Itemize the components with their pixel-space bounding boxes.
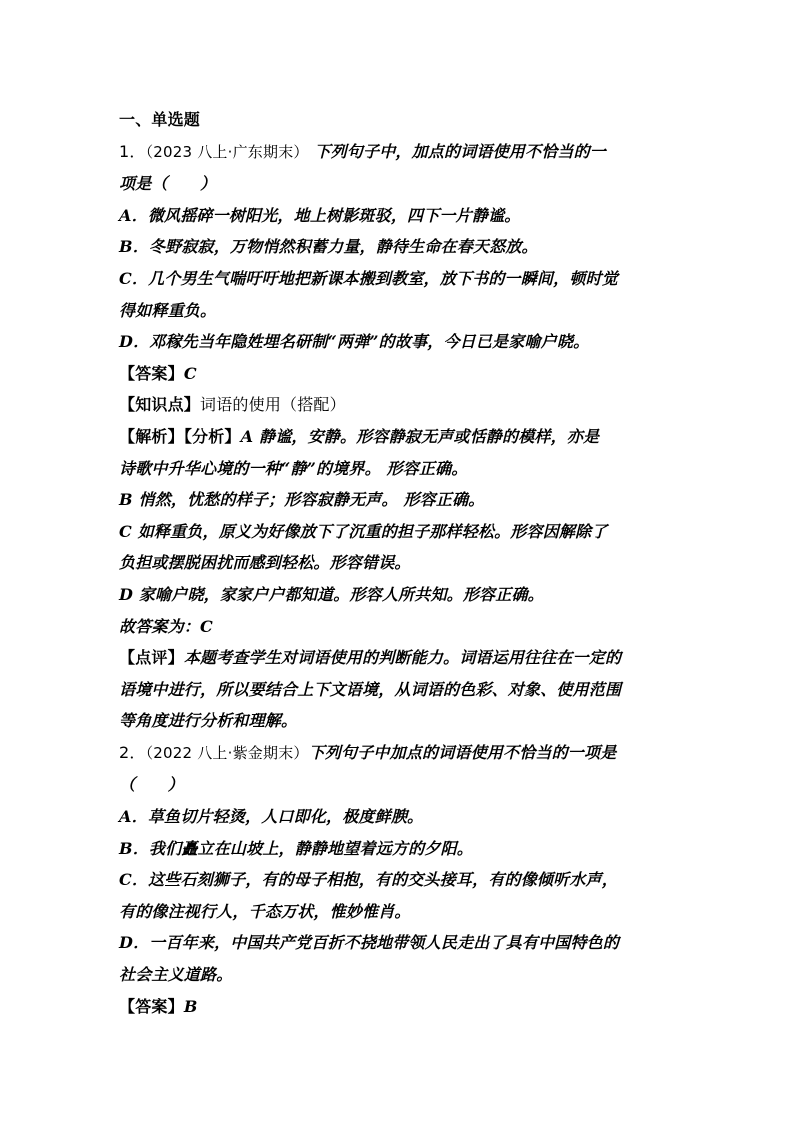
- question-2-number: 2．: [119, 742, 146, 762]
- question-1-option-b: B．冬野寂寂，万物悄然积蓄力量，静待生命在春天怒放。: [119, 237, 538, 257]
- question-1-analysis-line-5: 负担或摆脱困扰而感到轻松。形容错误。: [119, 553, 411, 573]
- question-1-analysis-line-1: [119, 421, 679, 453]
- question-2-option-d-line-1: D．一百年来，中国共产党百折不挠地带领人民走出了具有中国特色的: [119, 933, 620, 953]
- answer-value: C: [183, 363, 197, 383]
- question-1-analysis-line-6: D 家喻户晓，家家户户都知道。形容人所共知。形容正确。: [119, 584, 544, 604]
- answer-tag: 【答案】: [119, 996, 184, 1016]
- question-2-option-c-line-2: 有的像注视行人，千态万状，惟妙惟肖。: [119, 901, 411, 921]
- question-2-option-d-line-2: 社会主义道路。: [119, 965, 233, 985]
- analysis-tag: 【解析】: [119, 426, 184, 446]
- analysis-text-1: A 静谧，安静。形容静寂无声或恬静的模样，亦是: [240, 426, 600, 446]
- comment-text-1: 本题考查学生对词语使用的判断能力。词语运用往往在一定的: [183, 648, 622, 668]
- document-content: [119, 104, 679, 1022]
- question-1-comment-line-1: [119, 642, 679, 674]
- comment-tag: 【点评】: [119, 648, 184, 668]
- question-2-stem-line-1: [119, 737, 679, 770]
- question-1-answer: [119, 358, 679, 390]
- question-1-option-d: D．邓稼先当年隐姓埋名研制“两弹”的故事，今日已是家喻户晓。: [119, 332, 590, 352]
- question-1-comment-line-3: 等角度进行分析和理解。: [119, 711, 298, 731]
- question-2-source: （2022 八上·紫金期末）: [145, 743, 309, 762]
- question-2-answer: [119, 991, 679, 1023]
- question-1-analysis-line-2: 诗歌中升华心境的一种“静”的境界。 形容正确。: [119, 458, 468, 478]
- question-2-option-c-line-1: C．这些石刻狮子，有的母子相抱，有的交头接耳，有的像倾听水声，: [119, 870, 618, 890]
- question-1-option-c-line-2: 得如释重负。: [119, 300, 217, 320]
- question-1-analysis-line-3: B 悄然，忧愁的样子；形容寂静无声。 形容正确。: [119, 490, 485, 510]
- question-1-stem-line-1: [119, 136, 679, 169]
- question-1-option-c-line-1: C．几个男生气喘吁吁地把新课本搬到教室，放下书的一瞬间，顿时觉: [119, 268, 618, 288]
- knowledge-point-value: 词语的使用（搭配）: [200, 395, 346, 415]
- answer-tag: 【答案】: [119, 363, 184, 383]
- question-2-stem-text: 下列句子中加点的词语使用不恰当的一项是: [308, 742, 617, 762]
- question-2-stem-line-2: （ ）: [119, 775, 184, 795]
- answer-value: B: [183, 996, 198, 1016]
- question-1-stem-line-2: 项是（ ）: [119, 174, 217, 194]
- question-1-knowledge-point: [119, 389, 679, 421]
- question-1-final-answer: 故答案为：C: [119, 616, 213, 636]
- question-1-analysis-line-4: C 如释重负，原义为好像放下了沉重的担子那样轻松。形容因解除了: [119, 521, 608, 541]
- question-1-number: 1．: [119, 141, 146, 161]
- question-1-option-a: A．微风摇碎一树阳光，地上树影斑驳，四下一片静谧。: [119, 205, 521, 225]
- question-1-stem-text: 下列句子中，加点的词语使用不恰当的一: [314, 141, 606, 161]
- question-1-source: （2023 八上·广东期末）: [145, 142, 309, 161]
- section-title: 一、单选题: [119, 110, 201, 129]
- question-1-comment-line-2: 语境中进行，所以要结合上下文语境，从词语的色彩、对象、使用范围: [119, 679, 622, 699]
- question-2-option-b: B．我们矗立在山坡上，静静地望着远方的夕阳。: [119, 838, 473, 858]
- analysis-sub-tag: 【分析】: [183, 426, 241, 446]
- question-2-option-a: A．草鱼切片轻烫，人口即化，极度鲜腴。: [119, 807, 424, 827]
- knowledge-point-tag: 【知识点】: [119, 395, 201, 415]
